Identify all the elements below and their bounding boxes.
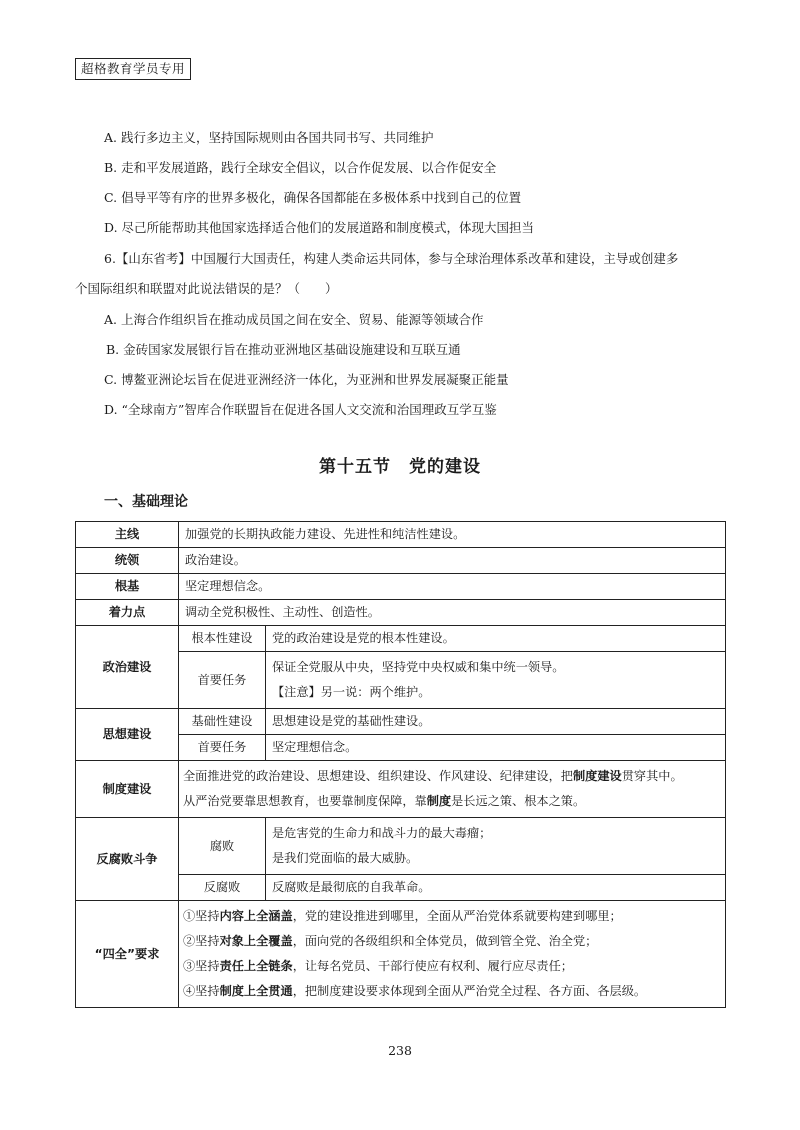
content-line: 从严治党要靠思想教育，也要靠制度保障，靠制度是长远之策、根本之策。: [183, 794, 586, 808]
row-content: [179, 761, 726, 818]
table-row: [76, 600, 726, 626]
table-row: [76, 761, 726, 818]
q6-option-c: C. 博鳌亚洲论坛旨在促进亚洲经济一体化，为亚洲和世界发展凝聚正能量: [104, 372, 509, 387]
row-content: 反腐败是最彻底的自我革命。: [266, 875, 726, 901]
content-line: 保证全党服从中央，坚持党中央权威和集中统一领导。: [272, 660, 565, 674]
row-label: 着力点: [76, 600, 179, 626]
row-label: 反腐败斗争: [76, 818, 179, 901]
theory-table: [75, 521, 726, 1008]
q5-option-a: A. 践行多边主义，坚持国际规则由各国共同书写、共同维护: [104, 130, 434, 145]
row-content: 党的政治建设是党的根本性建设。: [266, 626, 726, 652]
q6-stem-line1: 6.【山东省考】中国履行大国责任，构建人类命运共同体，参与全球治理体系改革和建设，主导或创建多: [104, 251, 679, 266]
header-tag: 超格教育学员专用: [75, 58, 191, 80]
list-item: ①坚持内容上全涵盖，党的建设推进到哪里，全面从严治党体系就要构建到哪里；: [183, 909, 622, 923]
row-label: 根基: [76, 574, 179, 600]
row-label: 统领: [76, 548, 179, 574]
row-content: 加强党的长期执政能力建设、先进性和纯洁性建设。: [179, 522, 726, 548]
q5-option-d: D. 尽己所能帮助其他国家选择适合他们的发展道路和制度模式，体现大国担当: [104, 220, 535, 235]
row-content: [179, 901, 726, 1008]
row-label: 主线: [76, 522, 179, 548]
q6-stem-line2: 个国际组织和联盟对此说法错误的是？（ ）: [75, 281, 338, 296]
row-label: 制度建设: [76, 761, 179, 818]
content-line: 是我们党面临的最大威胁。: [272, 851, 419, 865]
section-title: 第十五节 党的建设: [319, 457, 481, 477]
row-content: 坚定理想信念。: [179, 574, 726, 600]
list-item: ②坚持对象上全覆盖，面向党的各级组织和全体党员，做到管全党、治全党；: [183, 934, 598, 948]
note-line: 【注意】另一说：两个维护。: [272, 685, 431, 699]
section-subtitle: 一、基础理论: [104, 494, 188, 510]
row-label: 政治建设: [76, 626, 179, 709]
row-label: 思想建设: [76, 709, 179, 761]
q5-option-b: B. 走和平发展道路，践行全球安全倡议，以合作促发展、以合作促安全: [104, 160, 497, 175]
sub-label: 腐败: [179, 818, 266, 875]
page-number: 238: [388, 1043, 412, 1058]
q6-option-a: A. 上海合作组织旨在推动成员国之间在安全、贸易、能源等领域合作: [104, 312, 484, 327]
table-row: [76, 548, 726, 574]
row-label: “四全”要求: [76, 901, 179, 1008]
list-item: ④坚持制度上全贯通，把制度建设要求体现到全面从严治党全过程、各方面、各层级。: [183, 984, 647, 998]
q6-option-b: B. 金砖国家发展银行旨在推动亚洲地区基础设施建设和互联互通: [106, 342, 461, 357]
q6-option-d: D. “全球南方”智库合作联盟旨在促进各国人文交流和治国理政互学互鉴: [104, 402, 497, 417]
sub-label: 根本性建设: [179, 626, 266, 652]
row-content: 坚定理想信念。: [266, 735, 726, 761]
table-row: [76, 522, 726, 548]
table-row: [76, 709, 726, 735]
table-row: [76, 818, 726, 875]
table-row: [76, 626, 726, 652]
table-row: [76, 901, 726, 1008]
row-content: [266, 652, 726, 709]
content-line: 全面推进党的政治建设、思想建设、组织建设、作风建设、纪律建设，把制度建设贯穿其中。: [183, 769, 683, 783]
list-item: ③坚持责任上全链条，让每名党员、干部行使应有权利、履行应尽责任；: [183, 959, 573, 973]
sub-label: 基础性建设: [179, 709, 266, 735]
row-content: [266, 818, 726, 875]
row-content: 思想建设是党的基础性建设。: [266, 709, 726, 735]
sub-label: 反腐败: [179, 875, 266, 901]
row-content: 政治建设。: [179, 548, 726, 574]
sub-label: 首要任务: [179, 735, 266, 761]
sub-label: 首要任务: [179, 652, 266, 709]
content-line: 是危害党的生命力和战斗力的最大毒瘤；: [272, 826, 492, 840]
q5-option-c: C. 倡导平等有序的世界多极化，确保各国都能在多极体系中找到自己的位置: [104, 190, 522, 205]
table-row: [76, 574, 726, 600]
row-content: 调动全党积极性、主动性、创造性。: [179, 600, 726, 626]
